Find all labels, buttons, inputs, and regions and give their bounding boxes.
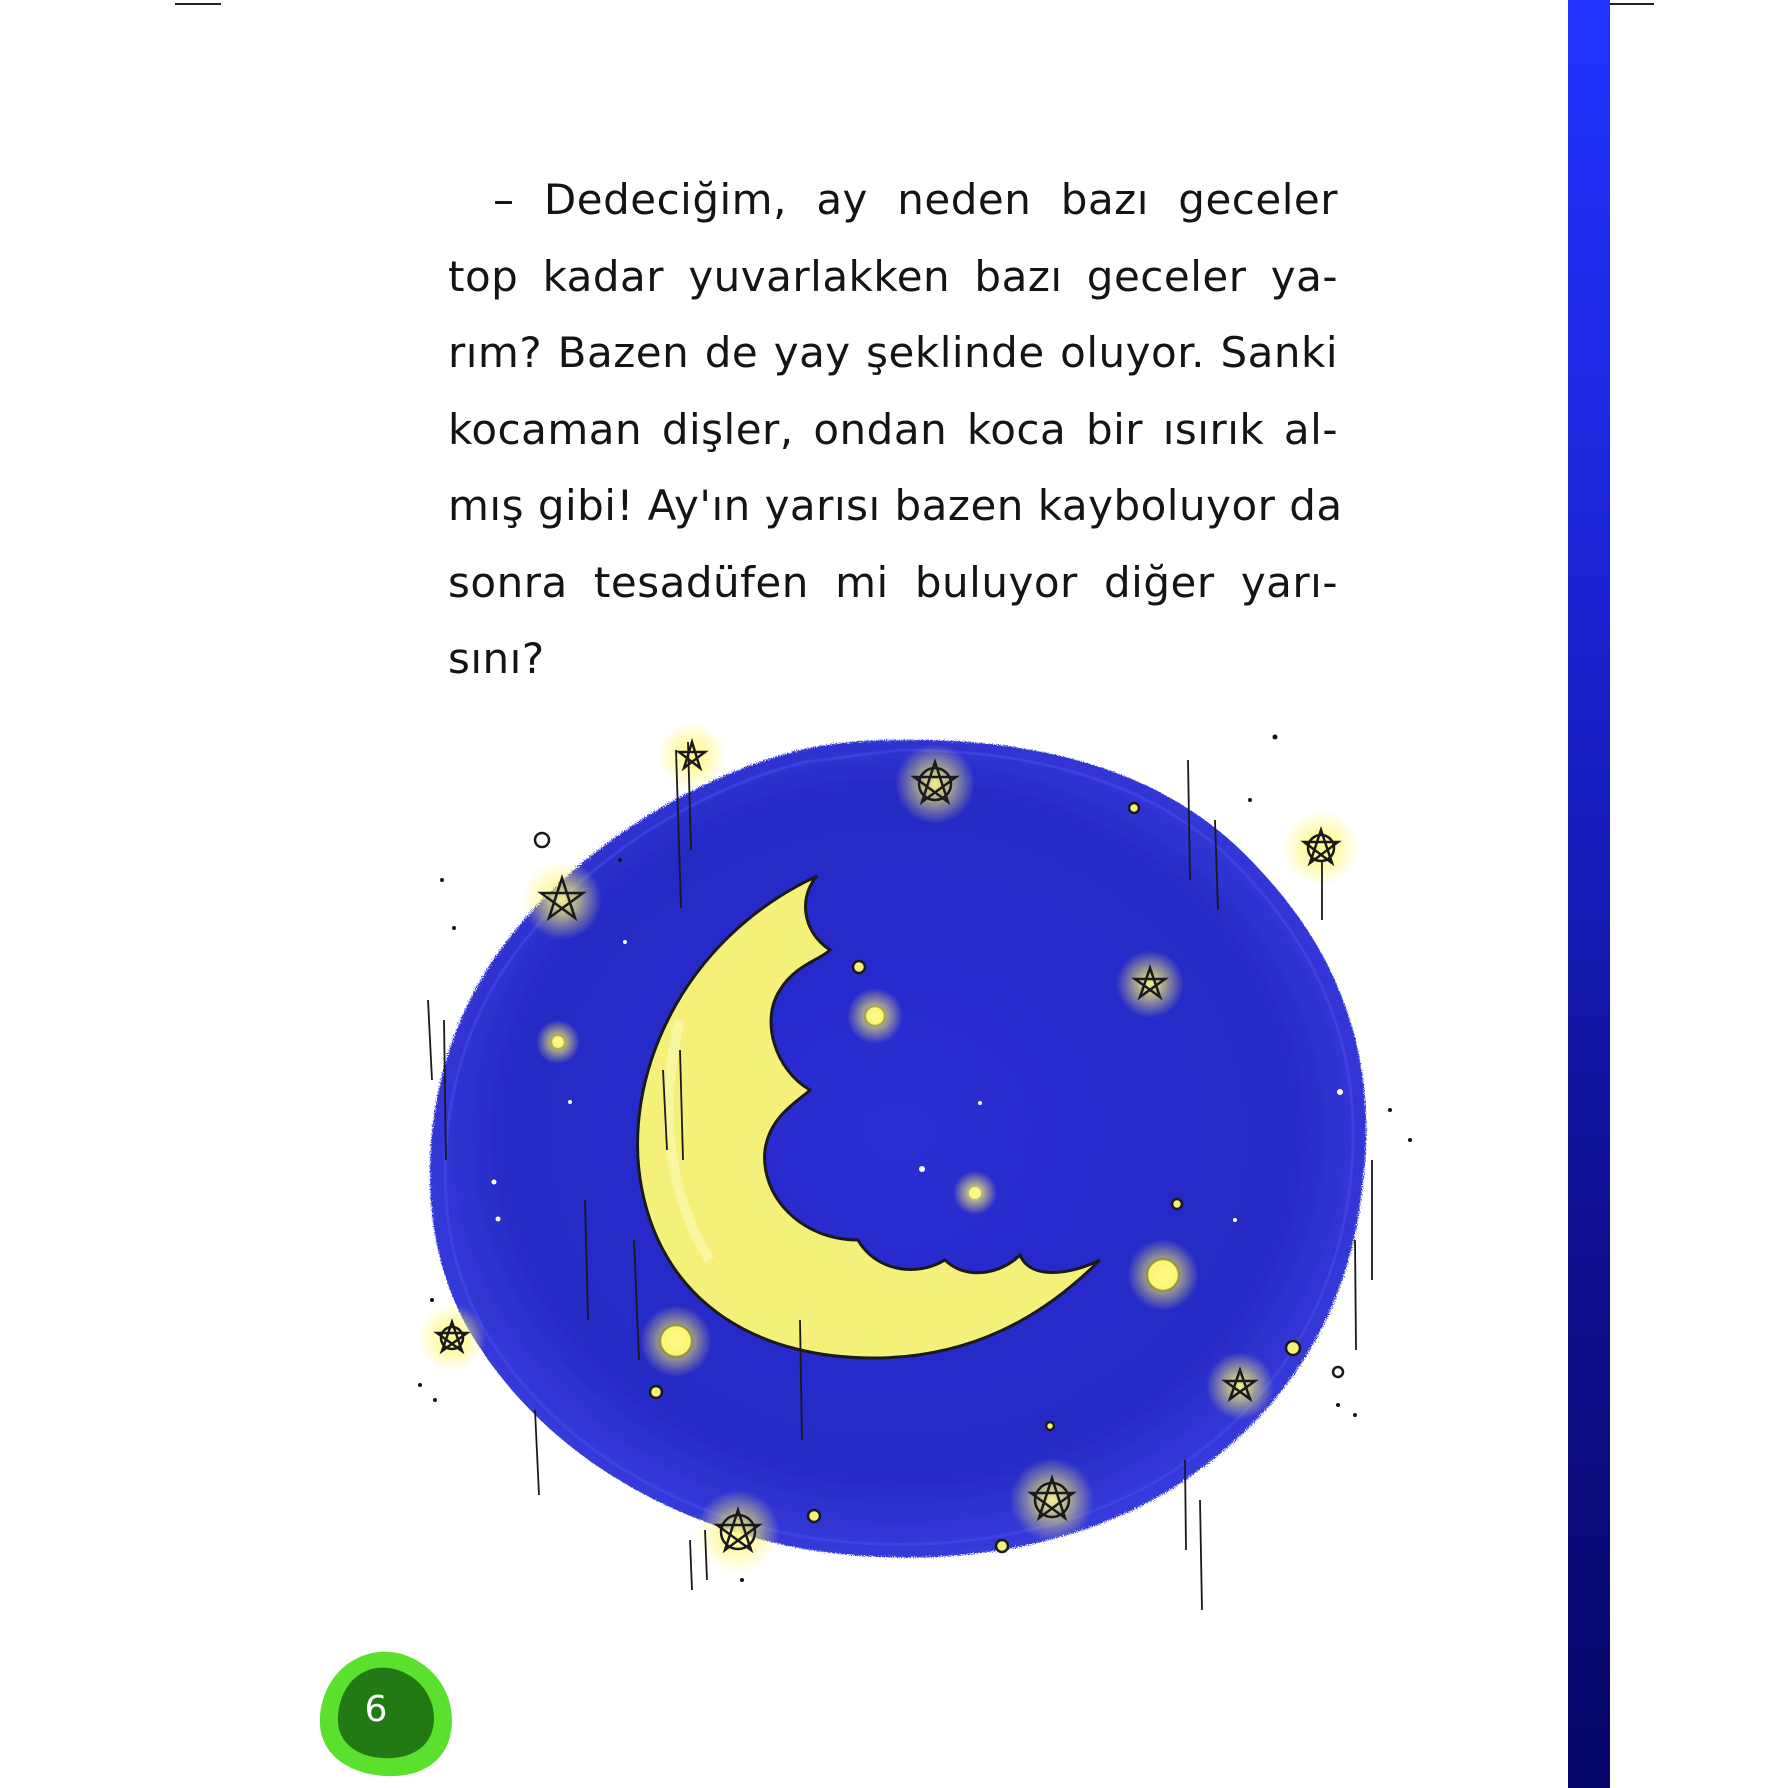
story-line: top kadar yuvarlakken bazı geceler ya- [448,251,1338,301]
story-paragraph [448,162,1343,698]
story-line: – Dedeciğim, ay neden bazı geceler [493,175,1338,224]
story-line: sonra tesadüfen mi buluyor diğer yarı- [448,557,1338,607]
page-number: 6 [364,1689,388,1730]
side-color-stripe [1568,0,1610,1788]
story-line: mış gibi! Ay'ın yarısı bazen kayboluyor da [448,481,1343,530]
story-line: kocaman dişler, ondan koca bir ısırık al- [448,404,1338,454]
story-line: rım? Bazen de yay şeklinde oluyor. Sanki [448,328,1338,377]
crop-mark-right [1608,3,1654,5]
crop-mark-left [175,3,221,5]
night-sky-illustration [380,720,1420,1620]
story-line: sını? [448,634,545,683]
